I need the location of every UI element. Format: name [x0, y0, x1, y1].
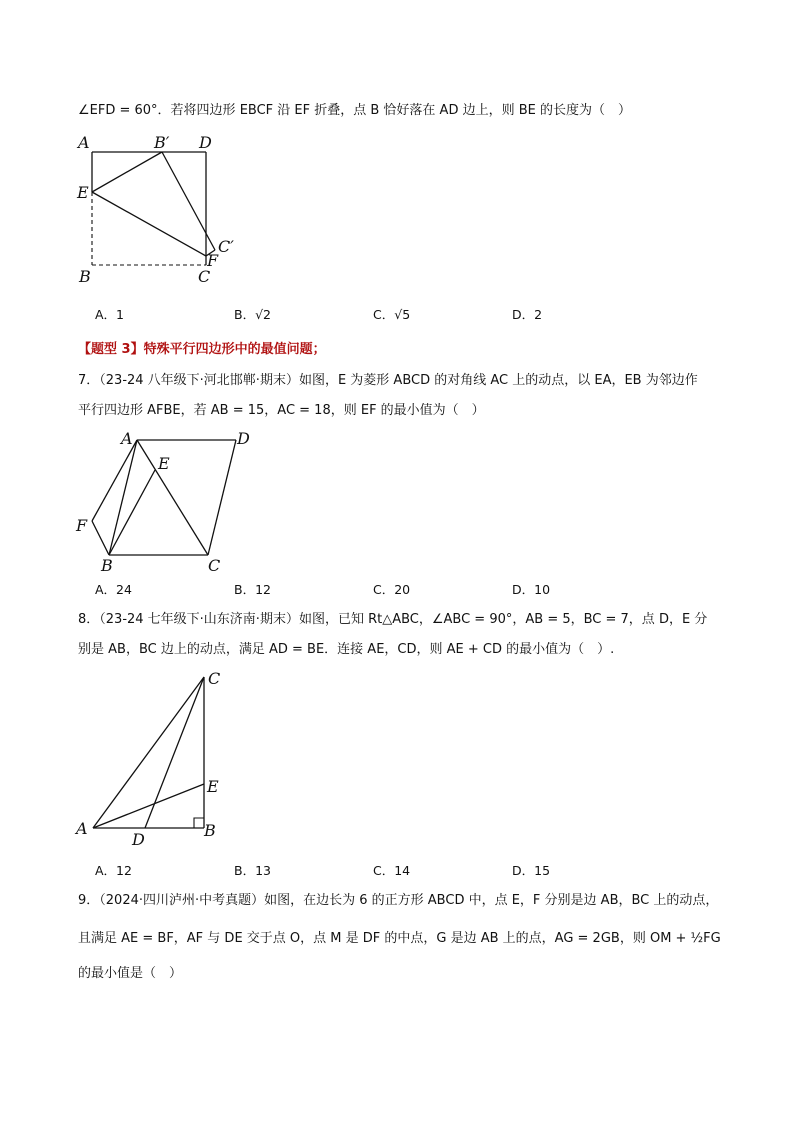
- q8-text-line1: 8．（23-24 七年级下·山东济南·期末）如图，已知 Rt△ABC，∠ABC = 90°，AB = 5，BC = 7，点 D，E 分: [78, 612, 708, 627]
- q7-text-line2: 平行四边形 AFBE，若 AB = 15，AC = 18，则 EF 的最小值为（ ）: [78, 403, 485, 418]
- q6-label-e: E: [77, 183, 89, 202]
- q7-label-a: A: [121, 429, 133, 448]
- q8-label-e: E: [207, 777, 219, 796]
- q6-text-line1: ∠EFD = 60°．若将四边形 EBCF 沿 EF 折叠，点 B 恰好落在 AD 边上，则 BE 的长度为（ ）: [78, 103, 631, 118]
- q6-label-d: D: [199, 133, 212, 152]
- q8-choice-d: D．15: [512, 863, 551, 878]
- q7-label-e: E: [158, 454, 170, 473]
- q8-label-a: A: [76, 819, 88, 838]
- q8-label-c: C: [208, 669, 221, 688]
- q6-label-a: A: [78, 133, 90, 152]
- q8-text-line2: 别是 AB，BC 边上的动点，满足 AD = BE．连接 AE，CD，则 AE + CD 的最小值为（ ）.: [78, 642, 615, 657]
- q6-choice-a: A．1: [95, 307, 125, 322]
- q6-label-cprime: C′: [218, 237, 234, 256]
- q7-choice-a: A．24: [95, 582, 132, 597]
- q6-label-c: C: [198, 267, 211, 286]
- q9-text-line1: 9．（2024·四川泸州·中考真题）如图，在边长为 6 的正方形 ABCD 中，点 E，F 分别是边 AB，BC 上的动点，: [78, 893, 719, 908]
- q7-choices: [95, 580, 651, 598]
- q7-label-d: D: [237, 429, 250, 448]
- q7-choice-c: C．20: [373, 582, 411, 597]
- q9-text-line3: 的最小值是（ ）: [78, 966, 183, 981]
- q9-text-line2: 且满足 AE = BF，AF 与 DE 交于点 O，点 M 是 DF 的中点，G 是边 AB 上的点，AG = 2GB，则 OM + ½FG: [78, 931, 721, 946]
- q7-label-c: C: [208, 556, 221, 575]
- q8-choice-c: C．14: [373, 863, 411, 878]
- q7-choice-b: B．12: [234, 582, 271, 597]
- section-heading: 【题型 3】特殊平行四边形中的最值问题；: [78, 342, 326, 357]
- q6-label-f: F: [207, 251, 219, 270]
- q6-label-bprime: B′: [154, 133, 170, 152]
- q6-choice-b: B．√2: [234, 307, 271, 322]
- q7-choice-d: D．10: [512, 582, 551, 597]
- q7-label-b: B: [101, 556, 113, 575]
- q8-choice-b: B．13: [234, 863, 271, 878]
- q6-choices: [95, 305, 651, 323]
- q8-label-d: D: [132, 830, 145, 849]
- q8-choices: [95, 861, 651, 879]
- q6-choice-c: C．√5: [373, 307, 411, 322]
- q8-label-b: B: [204, 821, 216, 840]
- q6-label-b: B: [79, 267, 91, 286]
- q7-label-f: F: [76, 516, 88, 535]
- q8-choice-a: A．12: [95, 863, 132, 878]
- q7-text-line1: 7．（23-24 八年级下·河北邯郸·期末）如图，E 为菱形 ABCD 的对角线 AC 上的动点，以 EA，EB 为邻边作: [78, 373, 698, 388]
- q6-choice-d: D．2: [512, 307, 543, 322]
